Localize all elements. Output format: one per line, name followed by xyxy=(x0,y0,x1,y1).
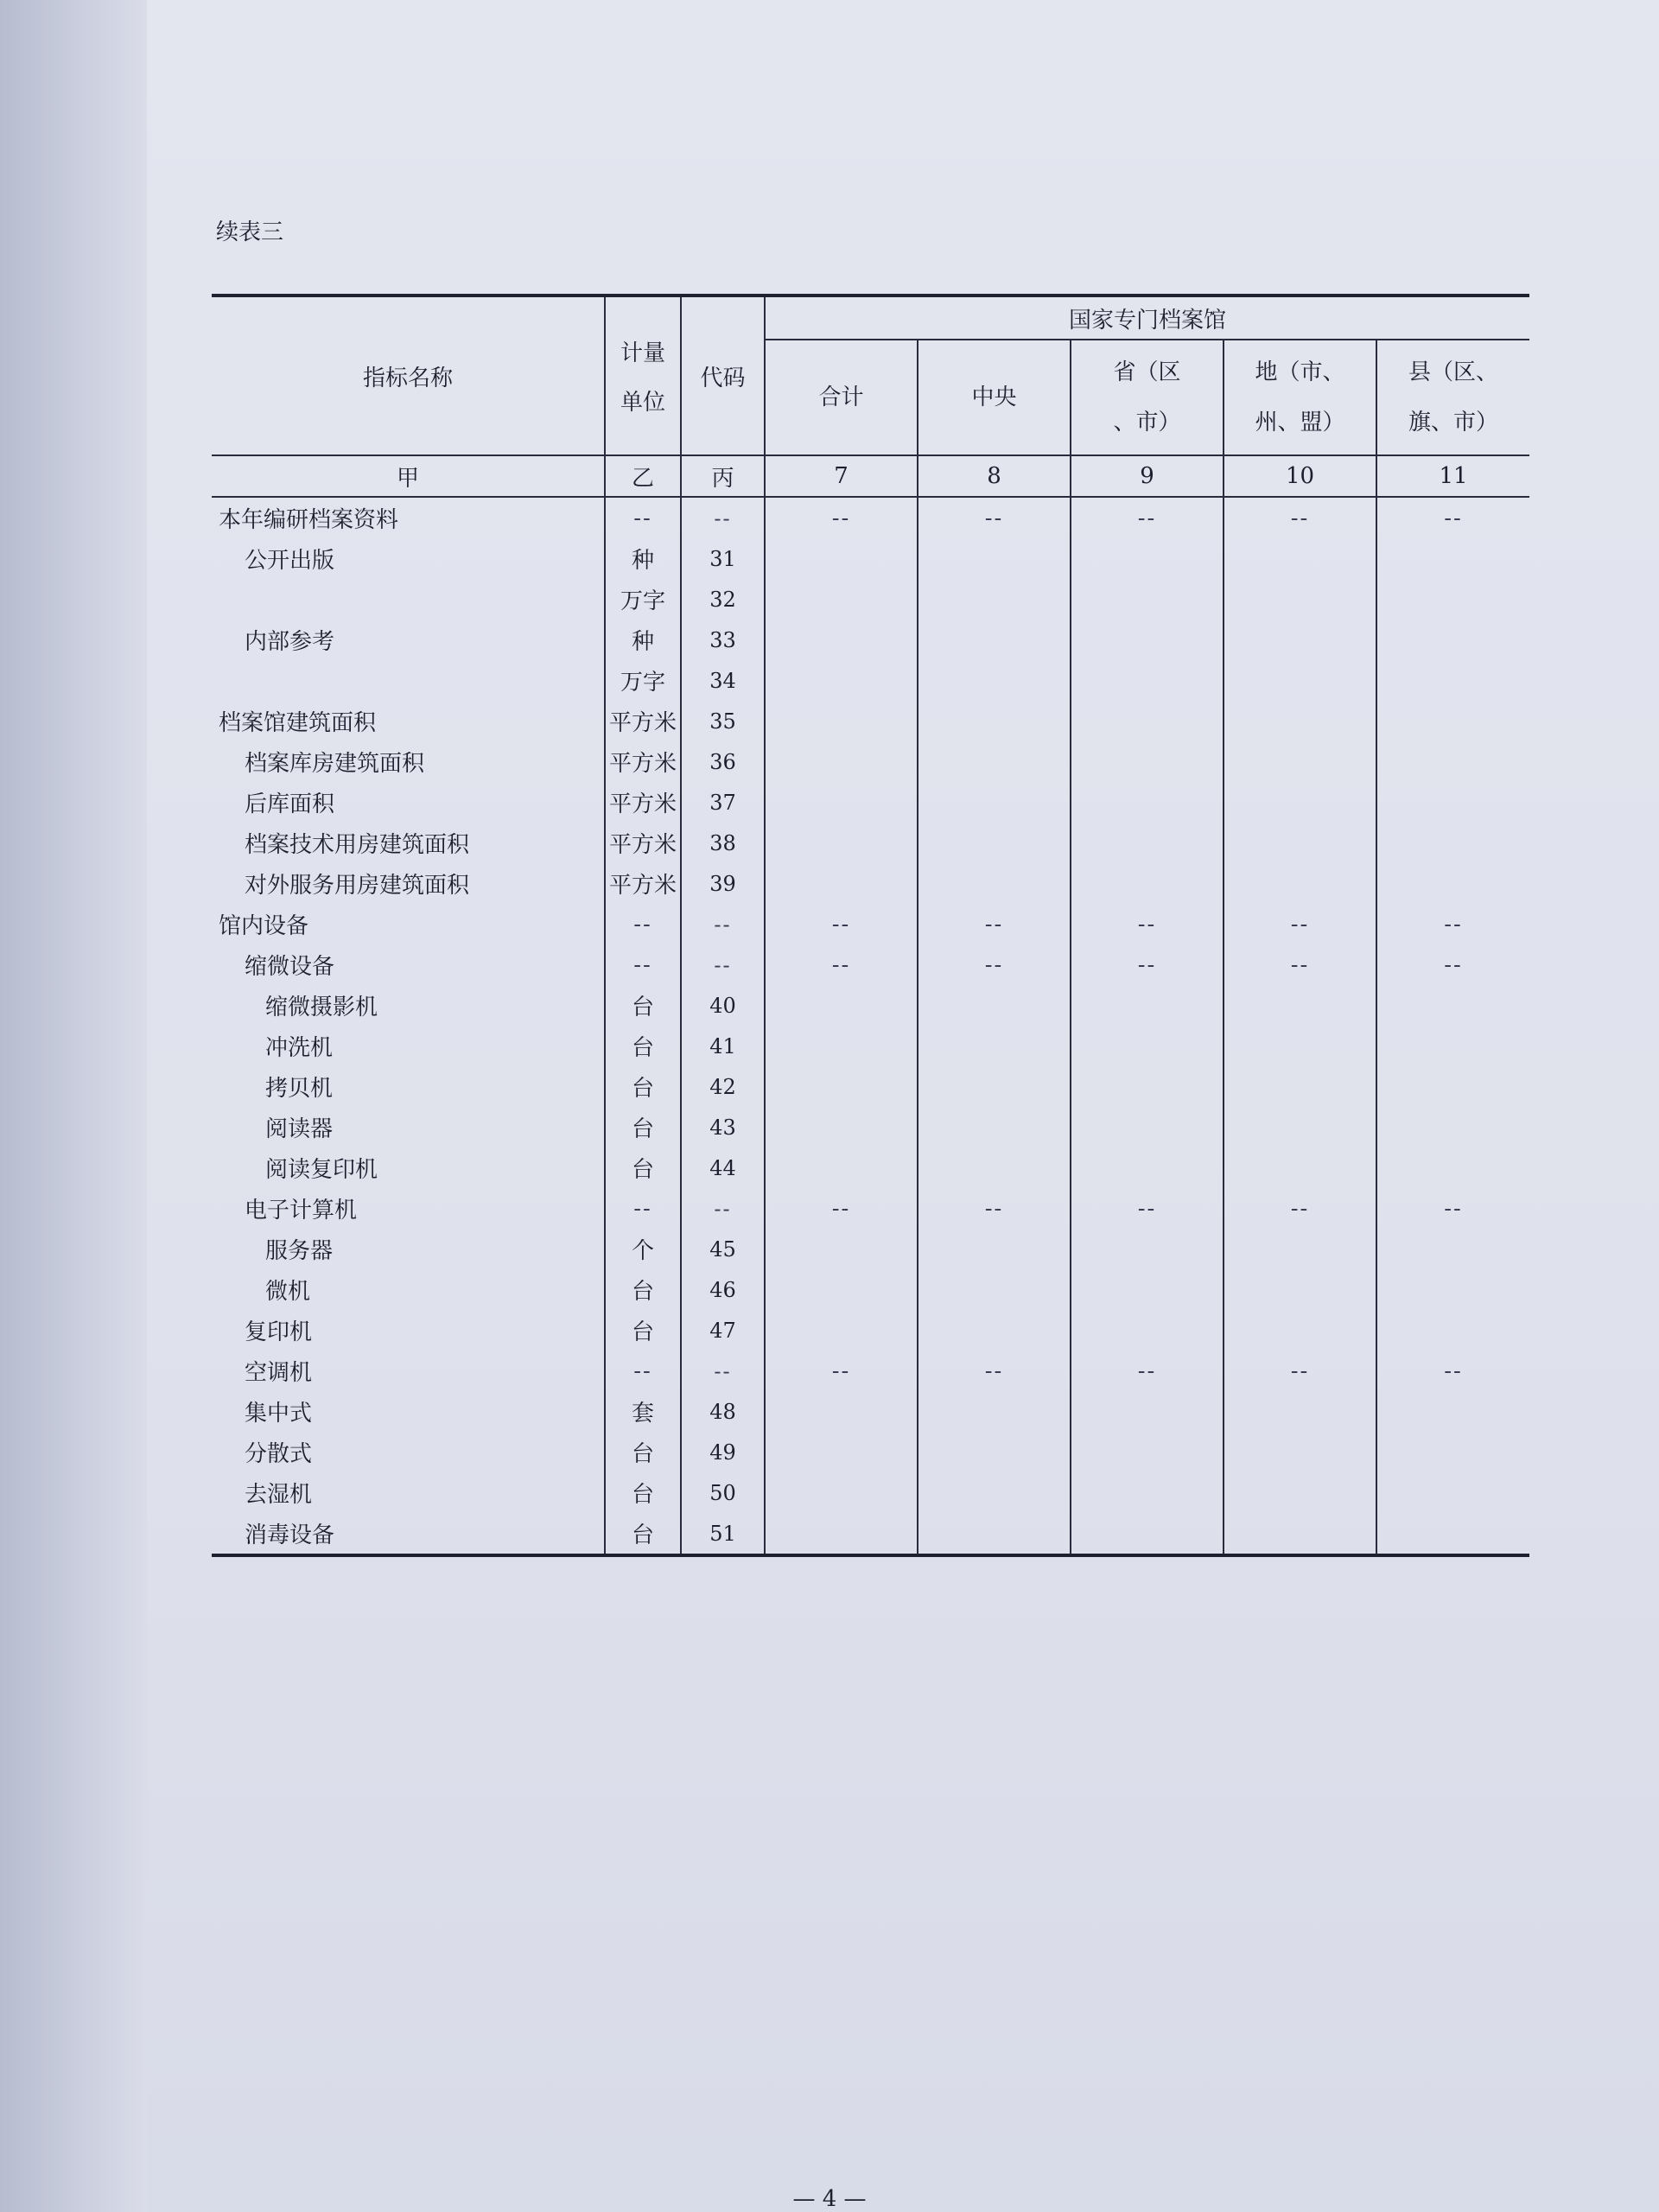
row-value-col-9 xyxy=(1071,823,1224,863)
row-indicator-name: 档案库房建筑面积 xyxy=(245,751,425,777)
row-value-col-9: -- xyxy=(1071,944,1224,985)
header-col-prefecture-line1: 地（市、 xyxy=(1255,359,1345,385)
row-value-col-8 xyxy=(918,1066,1071,1107)
header-unit-line2: 单位 xyxy=(620,390,665,416)
table-row xyxy=(212,985,1529,1026)
statistics-table xyxy=(212,294,1529,1557)
row-value-col-7 xyxy=(765,620,918,660)
row-value-col-7 xyxy=(765,701,918,741)
row-value-col-11 xyxy=(1376,1107,1529,1147)
index-unit: 乙 xyxy=(605,455,681,497)
header-col-province-line1: 省（区 xyxy=(1113,359,1181,385)
row-value-col-8 xyxy=(918,1310,1071,1351)
row-value-col-11: -- xyxy=(1376,904,1529,944)
row-unit: 台 xyxy=(605,985,681,1026)
row-value-col-8 xyxy=(918,1391,1071,1432)
row-value-col-10 xyxy=(1224,1147,1376,1188)
header-col-central: 中央 xyxy=(918,340,1071,455)
row-unit: 平方米 xyxy=(605,863,681,904)
row-code: 38 xyxy=(681,823,765,863)
row-code: 42 xyxy=(681,1066,765,1107)
row-value-col-11 xyxy=(1376,1229,1529,1269)
row-value-col-8 xyxy=(918,1229,1071,1269)
row-code: 40 xyxy=(681,985,765,1026)
row-value-col-10 xyxy=(1224,620,1376,660)
table-row xyxy=(212,579,1529,620)
header-col-prefecture xyxy=(1224,340,1376,455)
index-name: 甲 xyxy=(212,455,605,497)
row-indicator-name: 缩微摄影机 xyxy=(265,995,378,1020)
header-col-county xyxy=(1376,340,1529,455)
row-value-col-9 xyxy=(1071,985,1224,1026)
row-value-col-7 xyxy=(765,863,918,904)
row-indicator-name: 内部参考 xyxy=(245,629,335,655)
row-value-col-7: -- xyxy=(765,1188,918,1229)
row-indicator-name: 阅读器 xyxy=(265,1116,334,1142)
row-value-col-8: -- xyxy=(918,944,1071,985)
row-unit: -- xyxy=(605,1351,681,1391)
row-code: 46 xyxy=(681,1269,765,1310)
table-row xyxy=(212,538,1529,579)
header-indicator-name: 指标名称 xyxy=(212,296,605,455)
row-indicator-name: 档案馆建筑面积 xyxy=(219,710,377,736)
table-row xyxy=(212,1351,1529,1391)
row-code: 49 xyxy=(681,1432,765,1472)
table-row xyxy=(212,1472,1529,1513)
table-row xyxy=(212,660,1529,701)
row-indicator-name: 馆内设备 xyxy=(219,913,309,939)
row-value-col-10: -- xyxy=(1224,944,1376,985)
row-value-col-8: -- xyxy=(918,904,1071,944)
row-code: 37 xyxy=(681,782,765,823)
table-row xyxy=(212,741,1529,782)
row-code: 43 xyxy=(681,1107,765,1147)
row-value-col-10 xyxy=(1224,1513,1376,1555)
row-value-col-7 xyxy=(765,741,918,782)
row-value-col-10 xyxy=(1224,538,1376,579)
row-value-col-8 xyxy=(918,1472,1071,1513)
row-value-col-8 xyxy=(918,1107,1071,1147)
row-value-col-11 xyxy=(1376,1026,1529,1066)
row-indicator-name: 阅读复印机 xyxy=(265,1157,378,1183)
row-value-col-9 xyxy=(1071,1229,1224,1269)
row-value-col-8 xyxy=(918,620,1071,660)
row-value-col-7: -- xyxy=(765,904,918,944)
row-indicator-name: 缩微设备 xyxy=(245,954,335,980)
index-code: 丙 xyxy=(681,455,765,497)
row-value-col-9 xyxy=(1071,1310,1224,1351)
row-value-col-8 xyxy=(918,823,1071,863)
row-unit: 平方米 xyxy=(605,823,681,863)
table-row xyxy=(212,944,1529,985)
row-value-col-8 xyxy=(918,1147,1071,1188)
row-value-col-7 xyxy=(765,1026,918,1066)
row-code: 44 xyxy=(681,1147,765,1188)
row-unit: 台 xyxy=(605,1147,681,1188)
row-value-col-10 xyxy=(1224,1391,1376,1432)
row-value-col-8 xyxy=(918,1026,1071,1066)
row-value-col-11 xyxy=(1376,1147,1529,1188)
row-value-col-8 xyxy=(918,1269,1071,1310)
row-unit: 个 xyxy=(605,1229,681,1269)
header-unit xyxy=(605,296,681,455)
row-indicator-name: 后库面积 xyxy=(245,791,335,817)
row-value-col-10 xyxy=(1224,741,1376,782)
row-value-col-8 xyxy=(918,1432,1071,1472)
row-value-col-11 xyxy=(1376,1269,1529,1310)
row-value-col-11 xyxy=(1376,741,1529,782)
row-value-col-7 xyxy=(765,823,918,863)
row-indicator-name: 空调机 xyxy=(245,1360,313,1386)
table-row xyxy=(212,1432,1529,1472)
row-value-col-7 xyxy=(765,538,918,579)
table-row xyxy=(212,823,1529,863)
row-value-col-10 xyxy=(1224,579,1376,620)
row-value-col-11 xyxy=(1376,863,1529,904)
row-code: -- xyxy=(681,497,765,538)
row-unit: 套 xyxy=(605,1391,681,1432)
row-indicator-name: 集中式 xyxy=(245,1401,313,1427)
index-col-9: 9 xyxy=(1071,455,1224,497)
row-unit: 平方米 xyxy=(605,701,681,741)
row-value-col-7 xyxy=(765,985,918,1026)
row-unit: 台 xyxy=(605,1107,681,1147)
table-row xyxy=(212,863,1529,904)
row-indicator-name: 电子计算机 xyxy=(245,1198,358,1224)
row-value-col-10 xyxy=(1224,1107,1376,1147)
row-value-col-10 xyxy=(1224,660,1376,701)
row-value-col-10 xyxy=(1224,985,1376,1026)
row-value-col-7: -- xyxy=(765,1351,918,1391)
row-value-col-9 xyxy=(1071,1066,1224,1107)
row-value-col-9: -- xyxy=(1071,1351,1224,1391)
row-code: 32 xyxy=(681,579,765,620)
row-value-col-9 xyxy=(1071,863,1224,904)
row-code: 39 xyxy=(681,863,765,904)
row-code: 36 xyxy=(681,741,765,782)
row-value-col-11 xyxy=(1376,782,1529,823)
header-code: 代码 xyxy=(681,296,765,455)
row-value-col-8 xyxy=(918,1513,1071,1555)
table-row xyxy=(212,904,1529,944)
row-value-col-10 xyxy=(1224,1310,1376,1351)
table-row xyxy=(212,782,1529,823)
row-value-col-10 xyxy=(1224,782,1376,823)
row-value-col-7 xyxy=(765,1432,918,1472)
row-value-col-7 xyxy=(765,1066,918,1107)
row-code: -- xyxy=(681,1188,765,1229)
row-value-col-9 xyxy=(1071,741,1224,782)
row-value-col-10 xyxy=(1224,1026,1376,1066)
row-value-col-7 xyxy=(765,579,918,620)
row-value-col-10 xyxy=(1224,701,1376,741)
row-value-col-7 xyxy=(765,1229,918,1269)
row-code: 50 xyxy=(681,1472,765,1513)
row-indicator-name: 复印机 xyxy=(245,1319,313,1345)
table-row xyxy=(212,1026,1529,1066)
header-col-county-line2: 旗、市） xyxy=(1408,410,1499,435)
row-unit: -- xyxy=(605,497,681,538)
row-value-col-9: -- xyxy=(1071,1188,1224,1229)
row-value-col-11 xyxy=(1376,620,1529,660)
table-row xyxy=(212,1107,1529,1147)
row-value-col-8 xyxy=(918,660,1071,701)
facing-page-edge xyxy=(0,0,147,2212)
row-code: 34 xyxy=(681,660,765,701)
row-indicator-name: 本年编研档案资料 xyxy=(219,507,399,533)
page-number: — 4 — xyxy=(792,2186,867,2212)
table-row xyxy=(212,1269,1529,1310)
row-value-col-9 xyxy=(1071,1269,1224,1310)
table-body xyxy=(212,497,1529,1555)
row-unit: -- xyxy=(605,904,681,944)
row-value-col-7: -- xyxy=(765,497,918,538)
row-value-col-11: -- xyxy=(1376,944,1529,985)
table-header xyxy=(212,296,1529,497)
table-row xyxy=(212,1188,1529,1229)
row-value-col-11 xyxy=(1376,1472,1529,1513)
row-value-col-7: -- xyxy=(765,944,918,985)
row-code: -- xyxy=(681,1351,765,1391)
row-indicator-name xyxy=(212,660,605,701)
row-code: 47 xyxy=(681,1310,765,1351)
row-value-col-8 xyxy=(918,782,1071,823)
header-col-province xyxy=(1071,340,1224,455)
header-group-national-archives: 国家专门档案馆 xyxy=(765,296,1529,340)
row-code: 35 xyxy=(681,701,765,741)
row-code: 41 xyxy=(681,1026,765,1066)
row-value-col-9 xyxy=(1071,660,1224,701)
row-value-col-7 xyxy=(765,1472,918,1513)
row-value-col-9 xyxy=(1071,538,1224,579)
row-unit: 台 xyxy=(605,1472,681,1513)
row-unit: -- xyxy=(605,1188,681,1229)
table-caption: 续表三 xyxy=(216,219,284,245)
row-value-col-10: -- xyxy=(1224,497,1376,538)
row-value-col-11 xyxy=(1376,660,1529,701)
table-row xyxy=(212,1513,1529,1555)
row-value-col-9 xyxy=(1071,1513,1224,1555)
row-value-col-7 xyxy=(765,1310,918,1351)
header-col-total: 合计 xyxy=(765,340,918,455)
row-value-col-9 xyxy=(1071,782,1224,823)
row-unit: 平方米 xyxy=(605,782,681,823)
row-value-col-11 xyxy=(1376,1391,1529,1432)
row-value-col-10 xyxy=(1224,1269,1376,1310)
table-row xyxy=(212,1147,1529,1188)
row-indicator-name: 对外服务用房建筑面积 xyxy=(245,873,470,899)
table-row xyxy=(212,497,1529,538)
row-code: 33 xyxy=(681,620,765,660)
row-indicator-name: 去湿机 xyxy=(245,1482,313,1508)
row-value-col-10: -- xyxy=(1224,1188,1376,1229)
index-col-7: 7 xyxy=(765,455,918,497)
row-value-col-11: -- xyxy=(1376,1188,1529,1229)
row-indicator-name: 微机 xyxy=(265,1279,311,1305)
row-value-col-9 xyxy=(1071,701,1224,741)
row-value-col-7 xyxy=(765,1269,918,1310)
row-value-col-9 xyxy=(1071,1147,1224,1188)
row-value-col-8: -- xyxy=(918,1351,1071,1391)
row-value-col-10 xyxy=(1224,863,1376,904)
row-value-col-11: -- xyxy=(1376,1351,1529,1391)
row-unit: 种 xyxy=(605,538,681,579)
row-value-col-7 xyxy=(765,782,918,823)
row-value-col-8 xyxy=(918,985,1071,1026)
row-unit: -- xyxy=(605,944,681,985)
row-value-col-9 xyxy=(1071,579,1224,620)
row-value-col-10 xyxy=(1224,1472,1376,1513)
row-value-col-8 xyxy=(918,579,1071,620)
row-value-col-10: -- xyxy=(1224,904,1376,944)
row-indicator-name: 公开出版 xyxy=(245,548,335,574)
row-indicator-name: 档案技术用房建筑面积 xyxy=(245,832,470,858)
row-value-col-9 xyxy=(1071,1026,1224,1066)
row-value-col-11 xyxy=(1376,701,1529,741)
header-col-county-line1: 县（区、 xyxy=(1408,359,1499,385)
row-value-col-9 xyxy=(1071,1391,1224,1432)
table-row xyxy=(212,1066,1529,1107)
row-value-col-7 xyxy=(765,1513,918,1555)
row-unit: 台 xyxy=(605,1026,681,1066)
row-unit: 台 xyxy=(605,1432,681,1472)
row-value-col-9 xyxy=(1071,1472,1224,1513)
index-col-10: 10 xyxy=(1224,455,1376,497)
row-value-col-11 xyxy=(1376,823,1529,863)
row-value-col-8 xyxy=(918,741,1071,782)
row-value-col-8: -- xyxy=(918,497,1071,538)
row-value-col-9: -- xyxy=(1071,497,1224,538)
row-value-col-8 xyxy=(918,701,1071,741)
row-indicator-name: 消毒设备 xyxy=(212,1513,605,1555)
index-col-8: 8 xyxy=(918,455,1071,497)
row-code: 48 xyxy=(681,1391,765,1432)
header-unit-line1: 计量 xyxy=(620,340,665,366)
row-value-col-10: -- xyxy=(1224,1351,1376,1391)
row-value-col-10 xyxy=(1224,1432,1376,1472)
row-unit: 台 xyxy=(605,1513,681,1555)
row-value-col-7 xyxy=(765,660,918,701)
row-unit: 种 xyxy=(605,620,681,660)
row-indicator-name: 分散式 xyxy=(245,1441,313,1467)
row-value-col-8: -- xyxy=(918,1188,1071,1229)
row-indicator-name xyxy=(212,579,605,620)
row-unit: 万字 xyxy=(605,660,681,701)
row-indicator-name: 拷贝机 xyxy=(265,1076,334,1102)
row-value-col-11 xyxy=(1376,1513,1529,1555)
row-value-col-7 xyxy=(765,1391,918,1432)
index-col-11: 11 xyxy=(1376,455,1529,497)
row-value-col-11: -- xyxy=(1376,497,1529,538)
table-row xyxy=(212,1310,1529,1351)
row-value-col-7 xyxy=(765,1107,918,1147)
row-value-col-11 xyxy=(1376,579,1529,620)
table-row xyxy=(212,620,1529,660)
row-code: 51 xyxy=(681,1513,765,1555)
row-indicator-name: 服务器 xyxy=(265,1238,334,1264)
row-unit: 台 xyxy=(605,1310,681,1351)
table-row xyxy=(212,1229,1529,1269)
header-col-prefecture-line2: 州、盟） xyxy=(1255,410,1345,435)
row-unit: 万字 xyxy=(605,579,681,620)
row-value-col-10 xyxy=(1224,823,1376,863)
row-value-col-10 xyxy=(1224,1066,1376,1107)
row-value-col-10 xyxy=(1224,1229,1376,1269)
row-unit: 平方米 xyxy=(605,741,681,782)
row-code: -- xyxy=(681,904,765,944)
row-value-col-11 xyxy=(1376,538,1529,579)
row-value-col-11 xyxy=(1376,1310,1529,1351)
row-value-col-11 xyxy=(1376,985,1529,1026)
row-value-col-9 xyxy=(1071,620,1224,660)
header-col-province-line2: 、市） xyxy=(1113,410,1181,435)
row-value-col-9: -- xyxy=(1071,904,1224,944)
row-unit: 台 xyxy=(605,1066,681,1107)
row-indicator-name: 冲洗机 xyxy=(265,1035,334,1061)
table-row xyxy=(212,1391,1529,1432)
row-code: -- xyxy=(681,944,765,985)
row-value-col-8 xyxy=(918,538,1071,579)
row-value-col-8 xyxy=(918,863,1071,904)
row-unit: 台 xyxy=(605,1269,681,1310)
row-code: 31 xyxy=(681,538,765,579)
row-value-col-11 xyxy=(1376,1066,1529,1107)
row-code: 45 xyxy=(681,1229,765,1269)
row-value-col-11 xyxy=(1376,1432,1529,1472)
row-value-col-9 xyxy=(1071,1432,1224,1472)
row-value-col-9 xyxy=(1071,1107,1224,1147)
row-value-col-7 xyxy=(765,1147,918,1188)
table-row xyxy=(212,701,1529,741)
